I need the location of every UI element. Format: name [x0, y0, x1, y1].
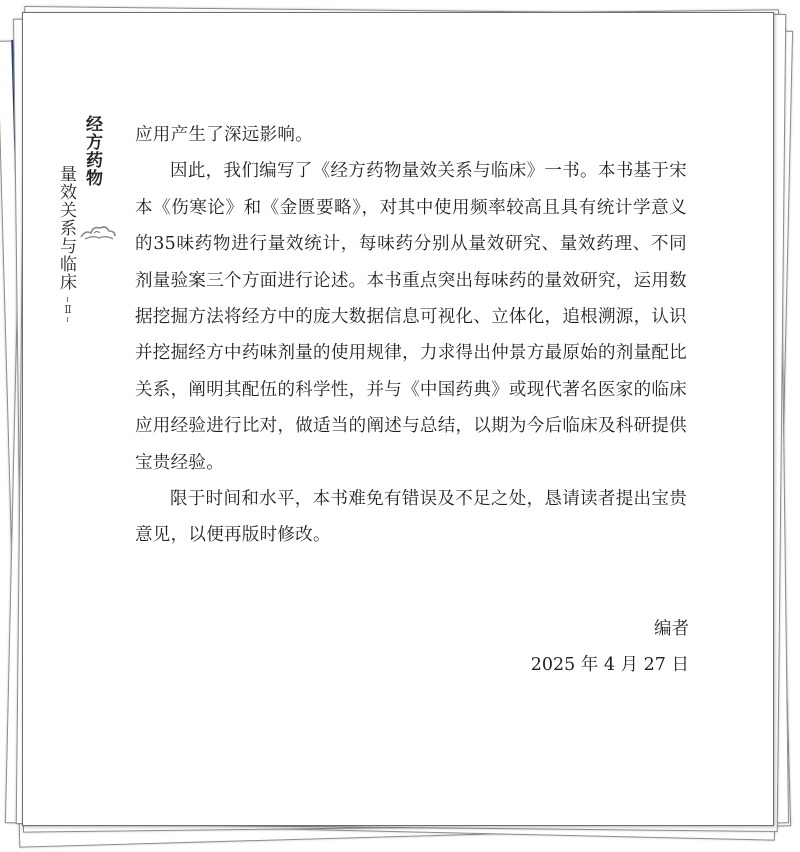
signature-date: 2025 年 4 月 27 日	[530, 655, 689, 675]
page-number: Ⅱ	[60, 303, 76, 316]
author-signature: 编者	[654, 619, 689, 639]
preface-body	[135, 117, 687, 554]
running-head-title: 经方药物	[82, 115, 102, 187]
paragraph: 因此，我们编写了《经方药物量效关系与临床》一书。本书基于宋本《伤寒论》和《金匮要略》，对其中使用频率较高且具有统计学意义的35味药物进行量效统计，每味药分别从量效研究、量效药理、不同剂量验案三个方面进行论述。本书重点突出每味药的量效研究，运用数据挖掘方法将经方中的庞大数据信息可视化、立体化，追根溯源，认识并挖掘经方中药味剂量的使用规律，力求得出仲景方最原始的剂量配比关系，阐明其配伍的科学性，并与《中国药典》或现代著名医家的临床应用经验进行比对，做适当的阐述与总结，以期为今后临床及科研提供宝贵经验。	[135, 161, 687, 473]
running-head-subtitle: 量效关系与临床	[56, 165, 76, 291]
signature-block	[531, 611, 689, 683]
paragraph: 应用产生了深远影响。	[135, 125, 313, 145]
cloud-ornament-icon	[79, 221, 117, 243]
book-page	[22, 12, 774, 826]
paragraph: 限于时间和水平，本书难免有错误及不足之处，恳请读者提出宝贵意见，以便再版时修改。	[135, 489, 687, 546]
